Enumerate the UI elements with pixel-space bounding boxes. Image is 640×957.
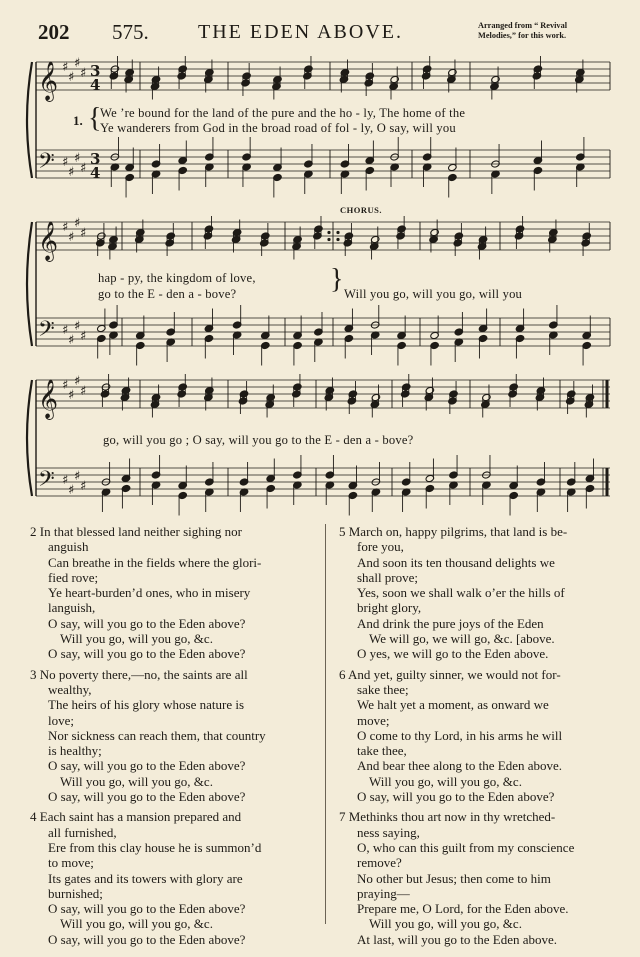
verse-text: And yet, guilty sinner, we would not for- [348,666,561,682]
time-signature: 4 [90,76,101,94]
verse-line: At last, will you go to the Eden above. [357,931,558,947]
lyric-brace: } [330,264,344,295]
verse-line: fore you, [357,539,404,555]
verse-line: And bear thee along to the Eden above. [357,758,563,774]
verse-line: Ere from this clay house he is summon’d [48,839,262,855]
sharp-icon: ♯ [68,333,75,348]
verse-6 [339,667,613,805]
verse-number: 5 [339,524,349,539]
sharp-icon: ♯ [74,56,81,71]
sharp-icon: ♯ [74,216,81,231]
verse-line: fied rove; [48,569,99,585]
verse-text: Each saint has a mansion prepared and [39,809,242,825]
verse-line: languish, [48,600,96,616]
sharp-icon: ♯ [68,483,75,498]
verse-line: sake thee; [357,681,409,697]
bass-clef-icon: 𝄢 [38,317,55,347]
page-number: 202 [38,20,70,44]
bass-clef-icon: 𝄢 [38,149,55,179]
chorus-lyric-line: Will you go, will you go, will you [344,287,523,301]
verse-7 [339,809,613,947]
time-signature: 3 [90,150,101,168]
verse-3 [30,667,320,805]
verse-number: 6 [339,666,349,682]
verse-line: O say, will you go to the Eden above? [48,789,246,805]
verses-left-column [30,524,320,952]
sharp-icon: ♯ [80,479,87,494]
lyric-line: go to the E - den a - bove? [98,287,237,301]
verse-number: 1. [73,113,83,128]
verse-line: Ye heart-burden’d ones, who in misery [48,585,251,601]
repeat-dot [327,238,330,241]
sharp-icon: ♯ [80,66,87,81]
verse-line: move; [357,712,390,728]
verse-line: And drink the pure joys of the Eden [357,615,544,631]
verse-line [339,667,613,682]
system-brace [27,380,32,496]
lyric-line: We ’re bound for the land of the pure and the ho - ly, The home of the [100,106,466,120]
lyric-line: Ye wanderers from God in the broad road of fol - ly, O say, will you [100,121,456,135]
verse-number: 4 [30,809,40,825]
verse-line: love; [48,712,74,728]
verse-line: Its gates and its towers with glory are [48,870,243,886]
verse-line [30,667,320,682]
verse-line: No other but Jesus; then come to him [357,870,551,886]
verse-line: The heirs of his glory whose nature is [48,697,245,713]
verse-line: remove? [357,855,402,871]
verse-line: Will you go, will you go, &c. [369,773,522,789]
verse-4 [30,809,320,947]
sharp-icon: ♯ [74,151,81,166]
repeat-dot [336,238,339,241]
sharp-icon: ♯ [62,323,69,338]
verse-text: In that blessed land neither sighing nor [39,524,242,539]
sharp-icon: ♯ [80,384,87,399]
treble-clef-icon: 𝄞 [38,61,59,101]
system-brace [27,62,32,178]
verse-number: 7 [339,809,349,825]
verse-line: Yes, soon we shall walk o’er the hills of [357,585,565,601]
verse-number: 2 [30,524,40,539]
verse-number: 3 [30,666,40,682]
sharp-icon: ♯ [62,378,69,393]
verses-right-column [339,524,613,952]
system-brace [27,222,32,346]
verse-line: Will you go, will you go, &c. [60,773,213,789]
sharp-icon: ♯ [68,230,75,245]
verse-line: Prepare me, O Lord, for the Eden above. [357,901,569,917]
verse-line: O, who can this guilt from my conscience [357,839,575,855]
sharp-icon: ♯ [80,226,87,241]
time-signature: 4 [90,164,101,182]
verse-line [339,809,613,824]
verse-line: shall prove; [357,569,419,585]
sharp-icon: ♯ [68,70,75,85]
verse-line [30,809,320,824]
verse-2 [30,524,320,662]
lyric-line: hap - py, the kingdom of love, [98,271,256,285]
verse-text: No poverty there,—no, the saints are all [39,666,248,682]
verse-line: to move; [48,855,94,871]
verse-line: all furnished, [48,824,117,840]
sharp-icon: ♯ [74,469,81,484]
verse-line: wealthy, [48,681,92,697]
verse-5 [339,524,613,662]
verse-line: bright glory, [357,600,422,616]
sharp-icon: ♯ [80,161,87,176]
verse-line: praying— [357,885,410,901]
sharp-icon: ♯ [74,374,81,389]
verse-line: O say, will you go to the Eden above? [48,646,246,662]
verse-line: And soon its ten thousand delights we [357,554,555,570]
verse-line: anguish [48,539,89,555]
sharp-icon: ♯ [68,388,75,403]
verse-line: We will go, we will go, &c. [above. [369,631,555,647]
verse-line: burnished; [48,885,103,901]
verse-line [339,524,613,539]
verse-text: Methinks thou art now in thy wretched- [348,809,556,825]
verse-line: ness saying, [357,824,420,840]
verse-line [30,524,320,539]
verse-line: O say, will you go to the Eden above? [48,615,246,631]
repeat-dot [336,231,339,234]
sharp-icon: ♯ [62,473,69,488]
verse-line: We halt yet a moment, as onward we [357,697,549,713]
verse-line: is healthy; [48,743,102,759]
arrangement-line: Melodies,” for this work. [478,31,567,40]
verse-line: O say, will you go to the Eden above? [357,789,555,805]
arrangement-line: Arranged from “ Revival [478,21,568,30]
verse-line: Will you go, will you go, &c. [369,916,522,932]
repeat-dot [327,231,330,234]
verse-line: Can breathe in the fields where the glori- [48,554,262,570]
treble-clef-icon: 𝄞 [38,379,59,419]
verse-line: O say, will you go to the Eden above? [48,901,246,917]
verse-line: O come to thy Lord, in his arms he will [357,727,563,743]
verse-text: March on, happy pilgrims, that land is be- [348,524,568,539]
verse-line: O say, will you go to the Eden above? [48,931,246,947]
chorus-label: CHORUS. [340,205,382,215]
sharp-icon: ♯ [74,319,81,334]
treble-clef-icon: 𝄞 [38,221,59,261]
bass-clef-icon: 𝄢 [38,467,55,497]
verse-line: take thee, [357,743,407,759]
verse-line: Will you go, will you go, &c. [60,916,213,932]
verse-line: O say, will you go to the Eden above? [48,758,246,774]
time-signature: 3 [90,62,101,80]
sharp-icon: ♯ [80,329,87,344]
sharp-icon: ♯ [62,155,69,170]
lyric-brace: { [88,103,102,134]
verse-line: O yes, we will go to the Eden above. [357,646,549,662]
hymn-number: 575. [112,20,149,44]
sharp-icon: ♯ [62,60,69,75]
sharp-icon: ♯ [62,220,69,235]
verse-line: Nor sickness can reach them, that country [48,727,266,743]
lyric-line: go, will you go ; O say, will you go to the E - den a - bove? [103,433,414,447]
verse-line: Will you go, will you go, &c. [60,631,213,647]
sharp-icon: ♯ [68,165,75,180]
column-divider [325,524,326,924]
hymn-title: THE EDEN ABOVE. [198,21,403,43]
